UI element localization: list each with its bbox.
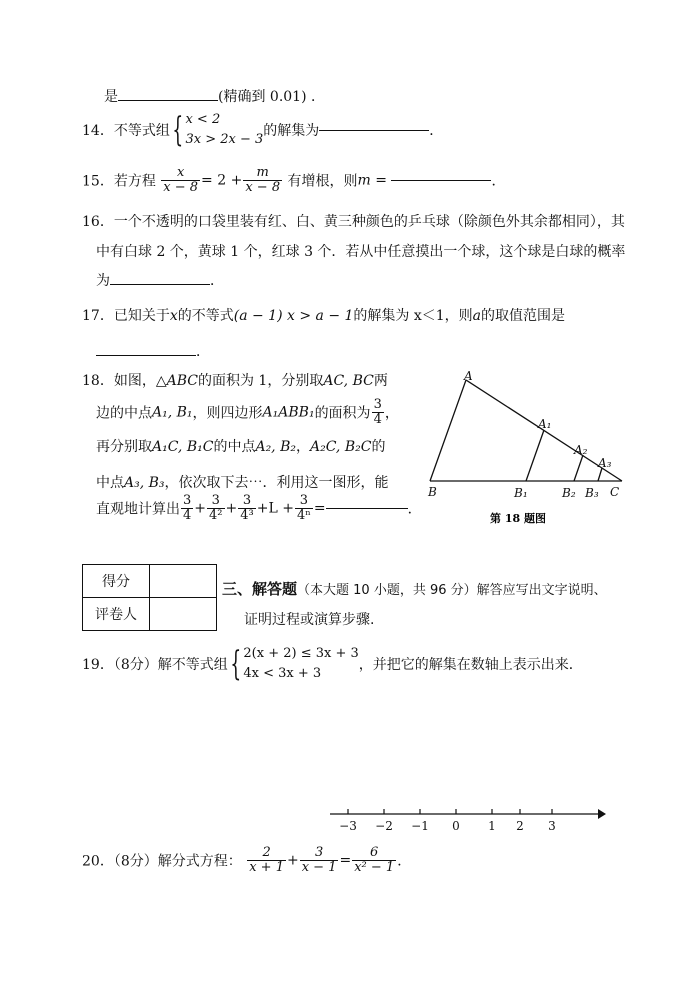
q18-line5: 直观地计算出 $\frac{3}{4}$ + $\frac{3}{\text{4²}}$ + $\frac{3}{\text{4³}}$ +L + $\frac{3}{\text{4ⁿ}}$ = ． xyxy=(96,493,422,523)
q20-number: 20． xyxy=(82,853,114,870)
q15-number: 15． xyxy=(82,173,114,190)
q18-l3b: A₁C, B₁C xyxy=(152,439,214,455)
question-16 xyxy=(82,211,625,231)
q18-term-n: $\frac{3}{\text{4ⁿ}}$ xyxy=(296,493,311,523)
q17-text3: 的解集为 x＜1，则 xyxy=(353,308,473,324)
q14-answer-blank[interactable] xyxy=(319,130,429,131)
q16-line1: 一个不透明的口袋里装有红、白、黄三种颜色的乒乓球（除颜色外其余都相同），其 xyxy=(113,214,625,230)
q18-l1c: 的面积为 1，分别取 xyxy=(197,373,324,389)
q17-ineq: (a − 1) x > a − 1 xyxy=(233,308,354,324)
axis-tick-label: −1 xyxy=(411,819,429,833)
q20-fraction-1: $\frac{2}{x + 1}$ xyxy=(249,845,284,875)
q15-end: ． xyxy=(491,173,506,190)
label-b: B xyxy=(428,485,437,499)
q20-eq: = xyxy=(339,852,352,869)
axis-tick-label: 3 xyxy=(548,819,556,833)
q16-end: ． xyxy=(210,273,224,289)
q15-text: 若方程 xyxy=(113,173,156,190)
q14-number: 14． xyxy=(82,123,114,139)
q18-l3f: A₂C, B₂C xyxy=(309,439,372,455)
axis-tick-label: 2 xyxy=(516,819,524,833)
question-19 xyxy=(82,644,583,684)
q13-suffix: (精确到 0.01) ． xyxy=(218,89,325,105)
q17-var-a: a xyxy=(472,308,482,324)
q18-l3g: 的 xyxy=(371,439,386,455)
q18-number: 18． xyxy=(82,373,114,389)
q17-text2: 的不等式 xyxy=(177,308,234,324)
q17-var-x: x xyxy=(169,308,178,324)
q15-fraction-1: $\frac{x}{x - 8}$ xyxy=(163,165,199,195)
q14-ineq1: x < 2 xyxy=(185,112,221,127)
q18-answer-blank[interactable] xyxy=(326,508,408,509)
q18-l4a: 中点 xyxy=(96,475,124,491)
q18-fraction-area: $\frac{3}{4}$ xyxy=(373,397,382,427)
q18-triangle-figure xyxy=(420,364,640,534)
number-line-arrow-icon xyxy=(598,809,606,819)
q18-term-2: $\frac{3}{\text{4²}}$ xyxy=(209,493,223,523)
q18-l3e: ， xyxy=(295,439,310,455)
q13-prefix: 是 xyxy=(104,89,118,105)
section-3-header xyxy=(222,578,607,599)
label-c: C xyxy=(610,485,620,499)
section-3-title: 三、解答题 xyxy=(222,580,298,598)
q17-text4: 的取值范围是 xyxy=(481,308,566,324)
q19-points: （8分） xyxy=(113,657,158,673)
q19-number: 19． xyxy=(82,657,114,673)
q16-answer-blank[interactable] xyxy=(110,284,210,285)
question-20 xyxy=(82,846,411,875)
score-table xyxy=(82,564,217,631)
q18-line1 xyxy=(82,370,388,390)
question-15 xyxy=(82,166,505,195)
q16-number: 16． xyxy=(82,214,114,230)
q18-line2 xyxy=(96,398,399,427)
q18-l2c: ，则四边形 xyxy=(192,405,263,422)
q19-ineq1: 2(x + 2) ≤ 3x + 3 xyxy=(243,646,359,661)
q18-term-3: $\frac{3}{\text{4³}}$ xyxy=(240,493,254,523)
label-b2: B₂ xyxy=(562,486,576,500)
axis-tick-label: −3 xyxy=(339,819,357,833)
q18-l2g: ， xyxy=(384,405,399,422)
grader-label: 评卷人 xyxy=(83,598,150,631)
q18-l5a: 直观地计算出 xyxy=(96,501,180,518)
question-14 xyxy=(82,110,443,150)
q18-l2d: A₁ABB₁ xyxy=(262,404,315,421)
q14-end: ． xyxy=(429,123,444,139)
q20-fraction-3: $\frac{6}{\text{x² − 1}}$ xyxy=(354,845,395,875)
q18-l3c: 的中点 xyxy=(213,439,256,455)
label-a: A xyxy=(464,369,473,383)
q20-text: 解分式方程： xyxy=(157,853,242,870)
q18-l4b: A₃, B₃ xyxy=(124,475,165,491)
q14-system xyxy=(185,110,263,150)
q15-answer-blank[interactable] xyxy=(391,180,491,181)
q18-l2a: 边的中点 xyxy=(96,405,152,422)
q18-l2b: A₁, B₁ xyxy=(152,404,193,421)
q18-l1a: 如图，△ xyxy=(113,373,167,389)
q19-text: 解不等式组 xyxy=(157,657,228,673)
q20-fraction-2: $\frac{3}{x - 1}$ xyxy=(301,845,337,875)
q20-end: ． xyxy=(397,853,412,870)
number-line[interactable] xyxy=(326,800,610,836)
q14-ineq2: 3x > 2x − 3 xyxy=(185,132,264,147)
q20-plus: + xyxy=(286,852,299,869)
q19-system xyxy=(243,644,358,684)
section-3-desc2: 证明过程或演算步骤. xyxy=(244,612,375,628)
q17-text: 已知关于 xyxy=(113,308,170,324)
q15-eq-mid: = 2 + xyxy=(201,172,243,189)
score-cell[interactable] xyxy=(150,565,217,598)
q17-end: ． xyxy=(196,344,210,360)
q18-l1b: ABC xyxy=(166,373,198,389)
q14-text: 不等式组 xyxy=(113,123,170,139)
q13-tail xyxy=(104,86,325,106)
segment-a2b2 xyxy=(574,455,583,481)
axis-tick-label: −2 xyxy=(375,819,393,833)
q18-line4 xyxy=(96,472,389,492)
grader-cell[interactable] xyxy=(150,598,217,631)
q14-text-after: 的解集为 xyxy=(263,123,320,139)
q17-number: 17． xyxy=(82,308,114,324)
q13-answer-blank[interactable] xyxy=(118,100,218,101)
q14-brace: { xyxy=(172,110,184,150)
label-a2: A₂ xyxy=(574,443,588,457)
label-a1: A₁ xyxy=(538,417,552,431)
q18-end: ． xyxy=(407,501,422,518)
q19-brace: { xyxy=(230,644,241,684)
q18-l2e: 的面积为 xyxy=(314,405,371,422)
q18-line3 xyxy=(96,436,385,456)
q15-text-after: 有增根，则 xyxy=(287,173,358,190)
q18-dots: +L + xyxy=(256,500,294,517)
q18-term-1: $\frac{3}{4}$ xyxy=(183,493,192,523)
q18-l1e: 两 xyxy=(373,373,388,389)
q16-line3: 为 xyxy=(96,273,110,289)
score-label: 得分 xyxy=(83,565,150,598)
side-ab xyxy=(430,380,466,481)
q18-l1d: AC, BC xyxy=(323,373,374,389)
q18-equals: = xyxy=(313,500,326,517)
q16-line2: 中有白球 2 个，黄球 1 个，红球 3 个．若从中任意摸出一个球，这个球是白球的概率 xyxy=(96,244,626,260)
q16-line3-wrap xyxy=(96,270,224,290)
question-17 xyxy=(82,305,565,325)
label-a3: A₃ xyxy=(598,456,612,470)
q18-l4c: ，依次取下去⋯．利用这一图形，能 xyxy=(164,475,389,491)
q20-points: （8分） xyxy=(113,853,158,870)
q18-l3d: A₂, B₂ xyxy=(255,439,296,455)
q17-answer-blank[interactable] xyxy=(96,355,196,356)
label-b1: B₁ xyxy=(514,486,528,500)
label-b3: B₃ xyxy=(585,486,599,500)
axis-tick-label: 1 xyxy=(488,819,496,833)
q17-answer-line xyxy=(96,341,210,361)
q15-var: m = xyxy=(357,172,388,189)
q18-l3a: 再分别取 xyxy=(96,439,152,455)
section-3-desc1: （本大题 10 小题，共 96 分）解答应写出文字说明、 xyxy=(297,583,607,598)
q19-ineq2: 4x < 3x + 3 xyxy=(243,666,322,681)
figure-caption: 第 18 题图 xyxy=(490,512,546,525)
segment-a1b1 xyxy=(526,430,544,481)
axis-tick-label: 0 xyxy=(452,819,460,833)
q15-fraction-2: $\frac{m}{x - 8}$ xyxy=(245,165,281,195)
q19-text-after: ，并把它的解集在数轴上表示出来． xyxy=(358,657,583,673)
